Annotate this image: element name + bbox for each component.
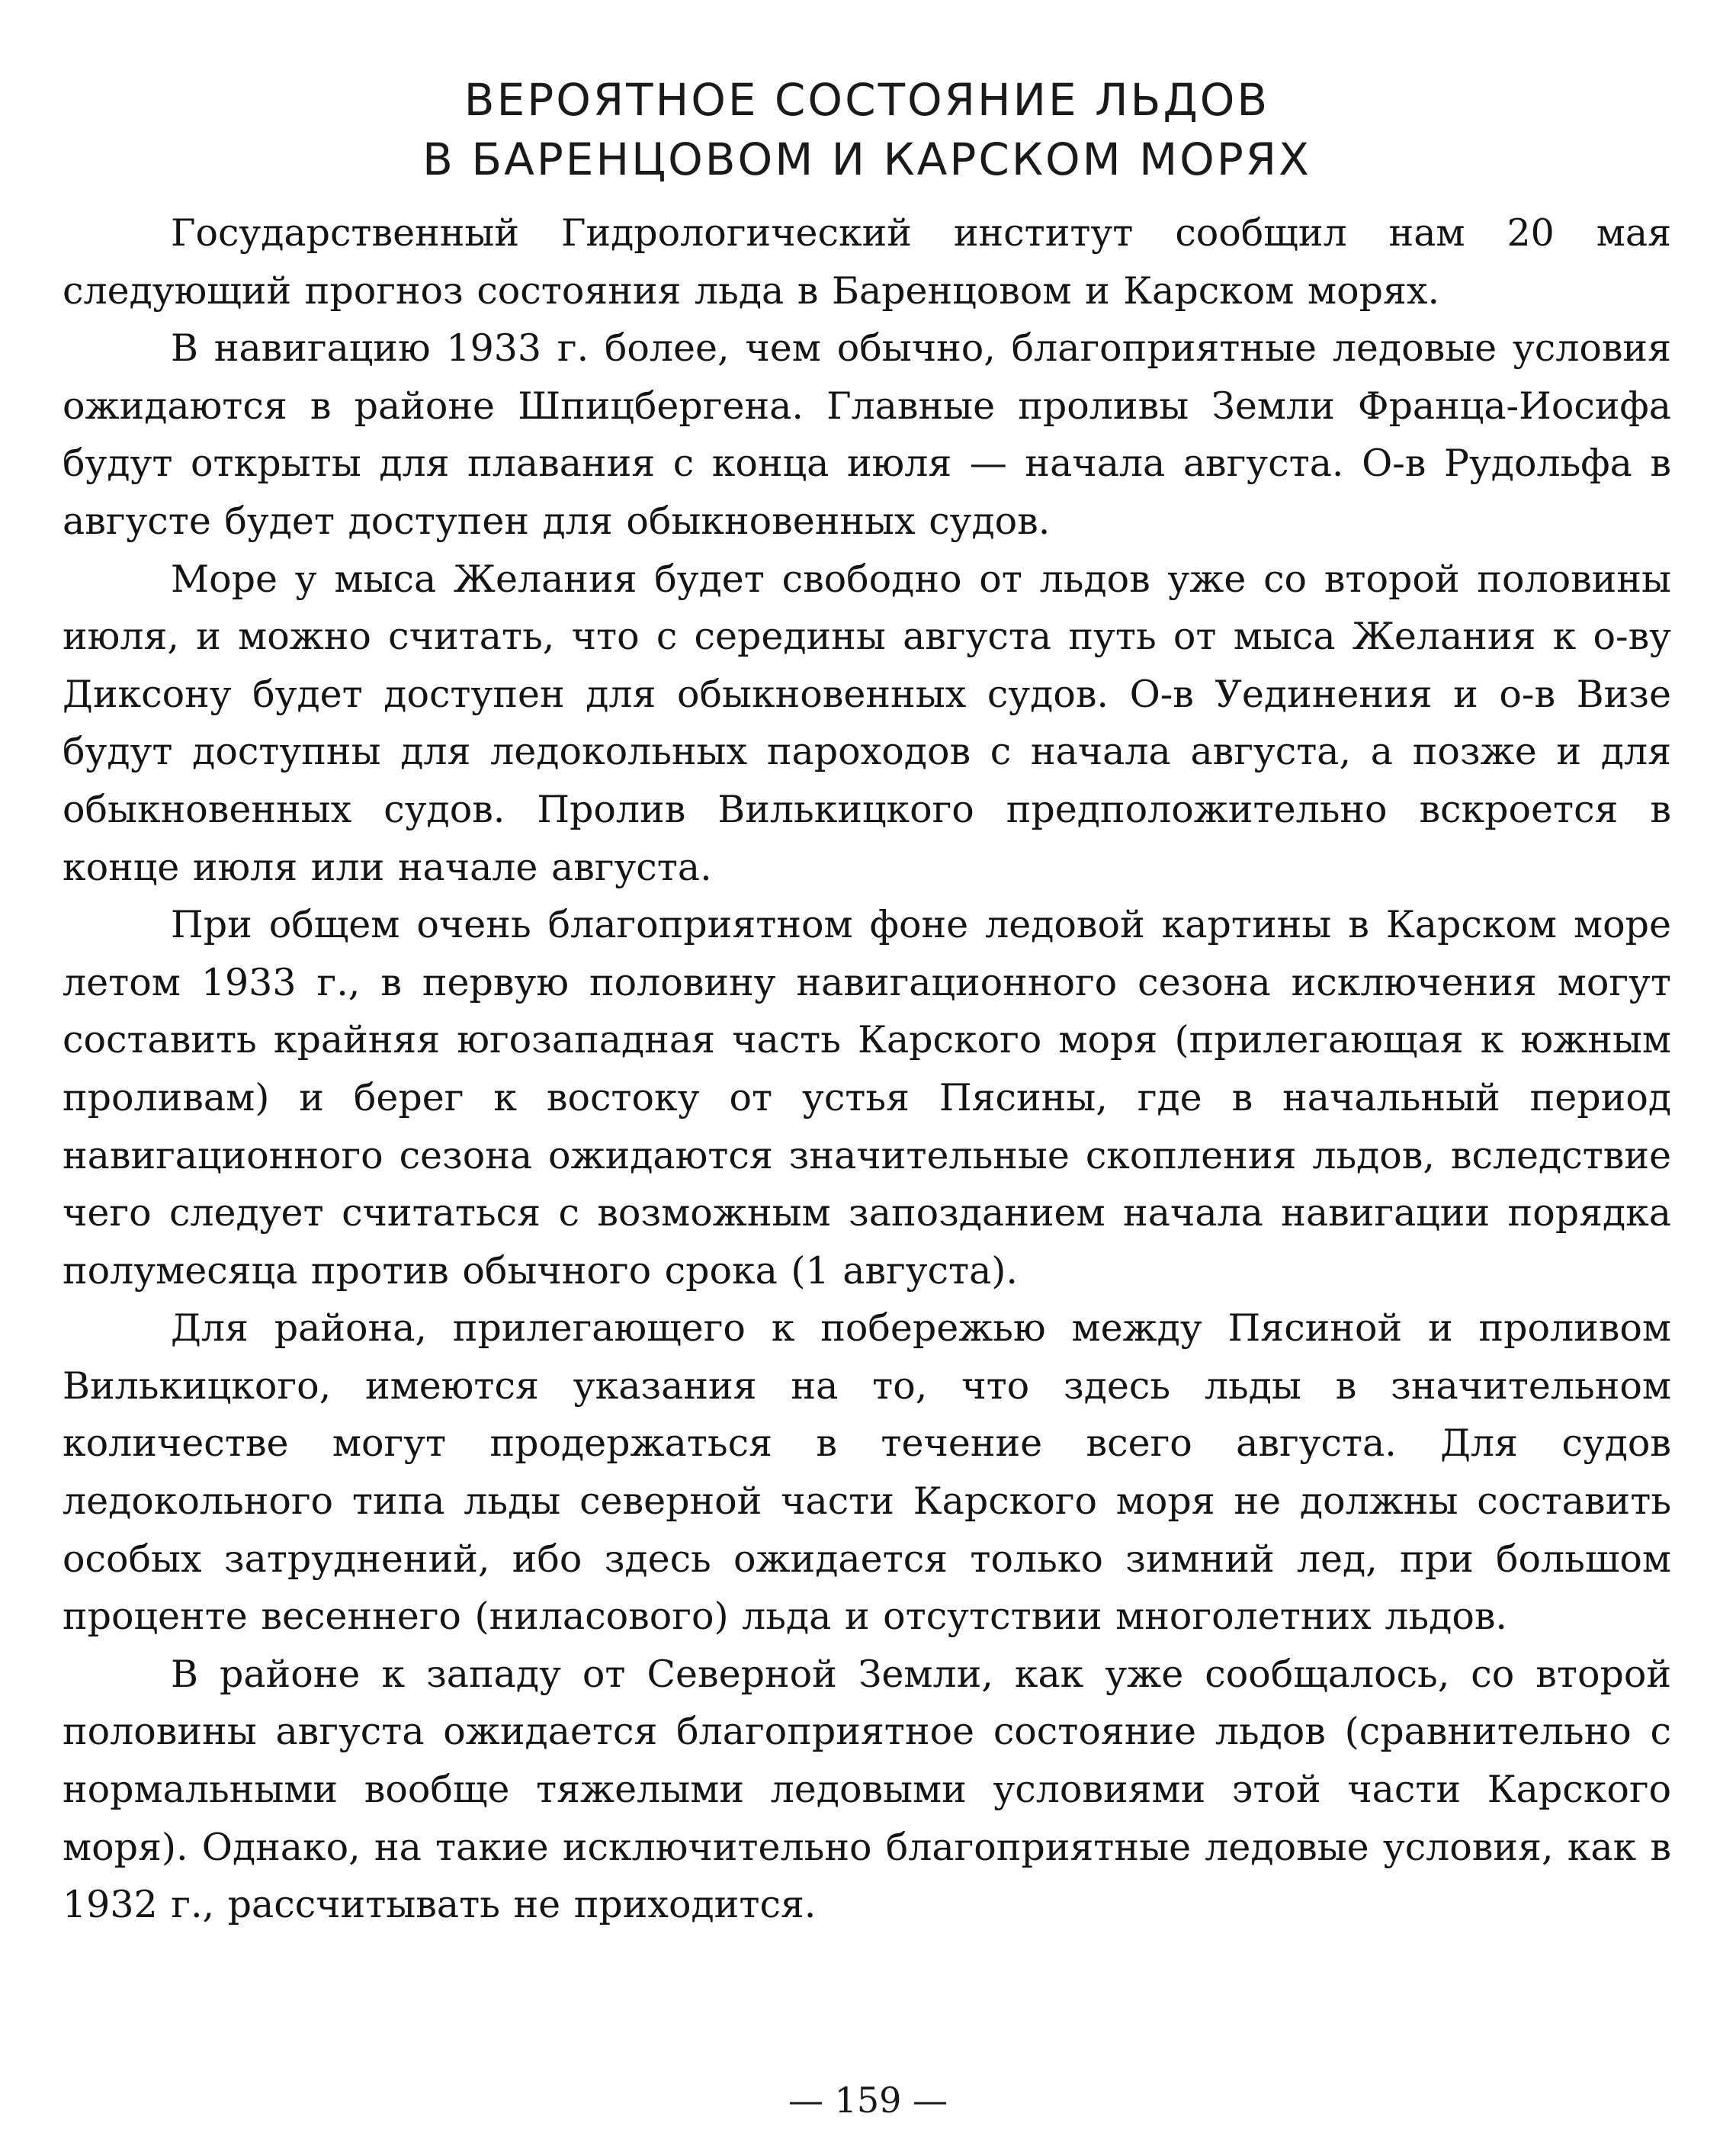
paragraph-4: При общем очень благоприятном фоне ледовой картины в Карском море летом 1933 г., в первую половину навигационного сезона исключения могут составить крайняя югозападная часть Карского моря (прилегающая к южным проливам) и берег к востоку от устья Пясины, где в начальный период навигационного сезона ожидаются значительные скопления льдов, вследствие чего следует считаться с возможным запозданием начала навигации порядка полумесяца против обычного срока (1 августа). bbox=[63, 903, 1671, 1293]
page-number: — 159 — bbox=[788, 2080, 948, 2121]
title-line-2: В БАРЕНЦОВОМ И КАРСКОМ МОРЯХ bbox=[422, 133, 1311, 185]
paragraph-5: Для района, прилегающего к побережью между Пясиной и проливом Вилькицкого, имеются указания на то, что здесь льды в значительном количестве могут продержаться в течение всего августа. Для судов ледокольного типа льды северной части Карского моря не должны составить особых затруднений, ибо здесь ожидается только зимний лед, при большом проценте весеннего (ниласового) льда и отсутствии многолетних льдов. bbox=[63, 1306, 1671, 1639]
paragraph-1: Государственный Гидрологический институт сообщил нам 20 мая следующий прогноз состояния льда в Баренцовом и Карском морях. bbox=[63, 211, 1671, 313]
paragraph-2: В навигацию 1933 г. более, чем обычно, благоприятные ледовые условия ожидаются в районе Шпицбергена. Главные проливы Земли Франца-Иосифа будут открыты для плавания с конца июля — начала августа. О-в Рудольфа в августе будет доступен для обыкновенных судов. bbox=[63, 326, 1671, 543]
title-line-1: ВЕРОЯТНОЕ СОСТОЯНИЕ ЛЬДОВ bbox=[464, 74, 1270, 126]
paragraph-3: Море у мыса Желания будет свободно от льдов уже со второй половины июля, и можно считать, что с середины августа путь от мыса Желания к о-ву Диксону будет доступен для обыкновенных судов. О-в Уединения и о-в Визе будут доступны для ледокольных пароходов с начала августа, а позже и для обыкновенных судов. Пролив Вилькицкого предположительно вскроется в конце июля или начале августа. bbox=[63, 557, 1671, 889]
document-page bbox=[63, 70, 1671, 1934]
paragraph-6: В районе к западу от Северной Земли, как уже сообщалось, со второй половины августа ожидается благоприятное состояние льдов (сравнительно с нормальными вообще тяжелыми ледовыми условиями этой части Карского моря). Однако, на такие исключительно благоприятные ледовые условия, как в 1932 г., рассчитывать не приходится. bbox=[63, 1652, 1671, 1927]
article-title bbox=[63, 70, 1671, 189]
